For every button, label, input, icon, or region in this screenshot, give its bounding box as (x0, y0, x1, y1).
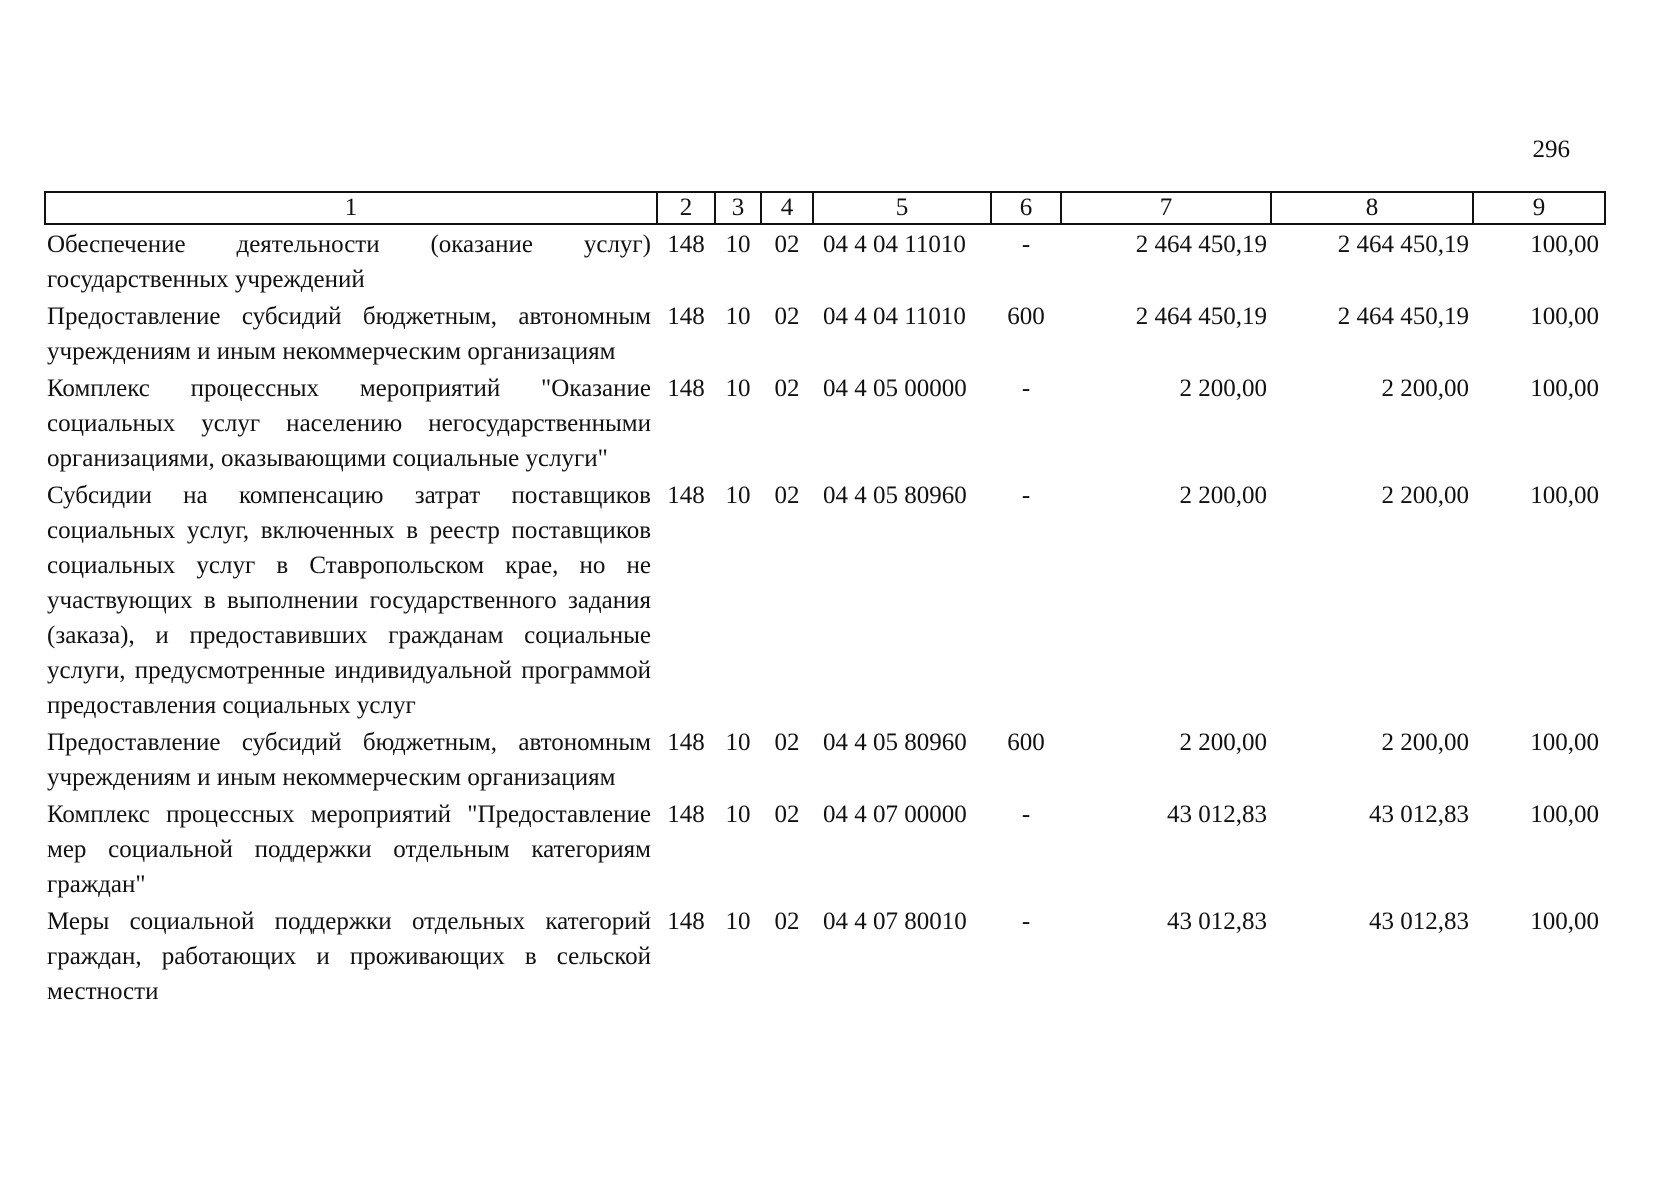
planned-amount: 2 464 450,19 (1135, 231, 1267, 258)
ministry-code: 148 (667, 231, 705, 258)
planned-amount: 43 012,83 (1167, 801, 1267, 828)
execution-percent: 100,00 (1530, 375, 1599, 402)
planned-amount: 43 012,83 (1167, 908, 1267, 935)
ministry-code: 148 (667, 303, 705, 330)
section-code: 10 (725, 375, 751, 402)
ministry-code: 148 (667, 482, 705, 509)
executed-amount: 43 012,83 (1369, 908, 1469, 935)
section-code: 10 (725, 729, 751, 756)
column-header: 6 (991, 192, 1061, 224)
section-code: 10 (725, 908, 751, 935)
column-header: 3 (715, 192, 761, 224)
subsection-code: 02 (774, 908, 800, 935)
table-row (45, 369, 1605, 476)
executed-amount: 2 464 450,19 (1337, 231, 1469, 258)
section-code: 10 (725, 231, 751, 258)
subsection-code: 02 (774, 231, 800, 258)
table-row (45, 224, 1605, 297)
target-article-code: 04 4 07 80010 (823, 908, 967, 935)
expense-type-code: - (1021, 908, 1031, 935)
ministry-code: 148 (667, 729, 705, 756)
subsection-code: 02 (774, 482, 800, 509)
planned-amount: 2 200,00 (1179, 729, 1267, 756)
execution-percent: 100,00 (1530, 231, 1599, 258)
executed-amount: 2 200,00 (1381, 375, 1469, 402)
target-article-code: 04 4 07 00000 (823, 801, 967, 828)
table-row (45, 297, 1605, 369)
page-number: 296 (1532, 136, 1570, 163)
row-name: Меры социальной поддержки отдельных категорий граждан, работающих и проживающих в сельской местности (47, 908, 651, 1005)
execution-percent: 100,00 (1530, 908, 1599, 935)
expense-type-code: 600 (1007, 729, 1045, 756)
table-row (45, 476, 1605, 723)
expense-type-code: - (1021, 482, 1031, 509)
column-header: 4 (761, 192, 813, 224)
column-header: 8 (1271, 192, 1473, 224)
section-code: 10 (725, 303, 751, 330)
execution-percent: 100,00 (1530, 801, 1599, 828)
table-row (45, 902, 1605, 1009)
expense-type-code: - (1021, 231, 1031, 258)
table-row (45, 795, 1605, 902)
executed-amount: 43 012,83 (1369, 801, 1469, 828)
planned-amount: 2 464 450,19 (1135, 303, 1267, 330)
section-code: 10 (725, 482, 751, 509)
executed-amount: 2 200,00 (1381, 482, 1469, 509)
row-name: Комплекс процессных мероприятий "Предоставление мер социальной поддержки отдельным категориям граждан" (47, 801, 651, 898)
ministry-code: 148 (667, 801, 705, 828)
row-name: Предоставление субсидий бюджетным, автономным учреждениям и иным некоммерческим организациям (47, 303, 651, 365)
column-header: 1 (45, 192, 657, 224)
header-row (45, 192, 1605, 224)
planned-amount: 2 200,00 (1179, 482, 1267, 509)
executed-amount: 2 200,00 (1381, 729, 1469, 756)
target-article-code: 04 4 05 80960 (823, 482, 967, 509)
subsection-code: 02 (774, 375, 800, 402)
expense-type-code: - (1021, 801, 1031, 828)
subsection-code: 02 (774, 303, 800, 330)
execution-percent: 100,00 (1530, 482, 1599, 509)
column-header: 2 (657, 192, 715, 224)
row-name: Комплекс процессных мероприятий "Оказание социальных услуг населению негосударственными организациями, оказывающими социальные услуги" (47, 375, 651, 472)
execution-percent: 100,00 (1530, 303, 1599, 330)
target-article-code: 04 4 05 80960 (823, 729, 967, 756)
ministry-code: 148 (667, 375, 705, 402)
budget-table (44, 191, 1606, 1009)
target-article-code: 04 4 04 11010 (823, 303, 966, 330)
row-name: Субсидии на компенсацию затрат поставщиков социальных услуг, включенных в реестр поставщиков социальных услуг в Ставропольском крае, но не участвующих в выполнении государственного задания (заказа), и предоставивших гражданам социальные услуги, предусмотренные индивидуальной программой предоставления социальных услуг (47, 482, 651, 719)
column-header: 5 (813, 192, 991, 224)
target-article-code: 04 4 05 00000 (823, 375, 967, 402)
execution-percent: 100,00 (1530, 729, 1599, 756)
planned-amount: 2 200,00 (1179, 375, 1267, 402)
executed-amount: 2 464 450,19 (1337, 303, 1469, 330)
expense-type-code: - (1021, 375, 1031, 402)
column-header: 7 (1061, 192, 1271, 224)
subsection-code: 02 (774, 729, 800, 756)
ministry-code: 148 (667, 908, 705, 935)
subsection-code: 02 (774, 801, 800, 828)
expense-type-code: 600 (1007, 303, 1045, 330)
row-name: Предоставление субсидий бюджетным, автономным учреждениям и иным некоммерческим организациям (47, 729, 651, 791)
table-row (45, 723, 1605, 795)
target-article-code: 04 4 04 11010 (823, 231, 966, 258)
section-code: 10 (725, 801, 751, 828)
column-header: 9 (1473, 192, 1605, 224)
row-name: Обеспечение деятельности (оказание услуг) государственных учреждений (47, 231, 651, 293)
